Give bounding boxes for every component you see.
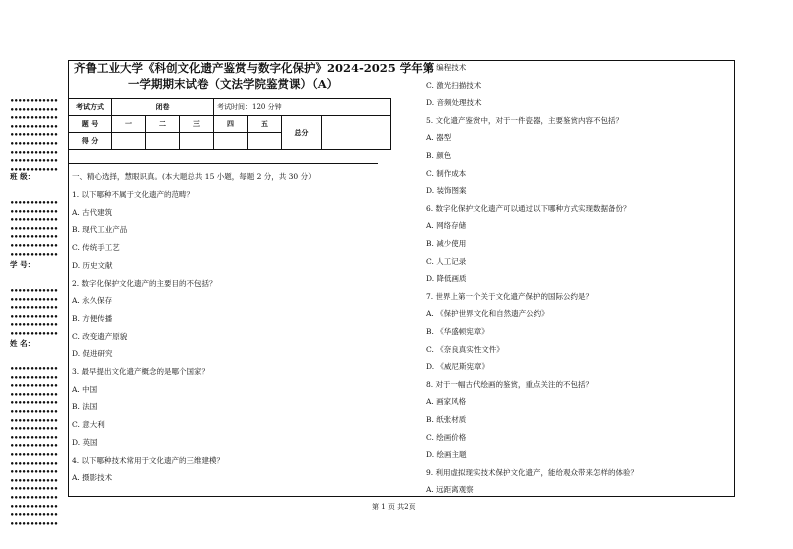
answer-option: A. 中国 [72, 384, 98, 394]
column-5: 五 [248, 116, 282, 133]
score-table [68, 98, 391, 150]
exam-title-line2: 一学期期末试卷（文法学院鉴赏课）（A） [128, 77, 339, 91]
answer-option: D. 音频处理技术 [426, 98, 482, 108]
exam-title-line1: 齐鲁工业大学《科创文化遗产鉴赏与数字化保护》2024-2025 学年第 [74, 61, 435, 75]
class-label: 班 级： [10, 172, 36, 181]
answer-option: B. 方便传播 [72, 313, 113, 323]
question: 9. 利用虚拟现实技术保护文化遗产，能给观众带来怎样的体验？ [426, 467, 639, 477]
answer-option: D. 促进研究 [72, 349, 113, 359]
answer-option: C. 激光扫描技术 [426, 80, 482, 90]
question: 1. 以下哪种不属于文化遗产的范畴？ [72, 190, 195, 199]
answer-option: C. 《奈良真实性文件》 [426, 344, 504, 354]
answer-option: B. 减少使用 [426, 239, 467, 248]
student-id-label: 学 号： [10, 260, 36, 269]
answer-option: B. 编程技术 [426, 63, 467, 72]
answer-option: A. 网络存储 [426, 221, 467, 231]
answer-option: C. 传统手工艺 [72, 243, 120, 253]
divider [68, 163, 378, 164]
answer-option: C. 意大利 [72, 420, 105, 430]
answer-option: D. 历史文献 [72, 260, 113, 270]
column-3: 三 [180, 116, 214, 133]
answer-option: C. 人工记录 [426, 256, 467, 266]
column-1: 一 [112, 116, 146, 133]
answer-option: D. 《威尼斯宪章》 [426, 362, 490, 372]
score-cell [180, 133, 214, 150]
score-label: 得 分 [69, 133, 112, 150]
answer-option: C. 制作成本 [426, 168, 467, 178]
answer-option: B. 颜色 [426, 151, 452, 160]
question: 2. 数字化保护文化遗产的主要目的不包括？ [72, 278, 217, 288]
answer-option: C. 绘画价格 [426, 432, 467, 442]
total-label: 总分 [282, 116, 322, 150]
section-heading: 一、精心选择，慧眼识真。(本大题总共 15 小题，每题 2 分，共 30 分） [72, 172, 316, 181]
binding-dotted-line: •••••••••••• •••••••••••• •••••••••••• •••••••••••• •••••••••••• •••••••••••• •••••••••••• •••••••••••• •••••••••••• [10, 96, 58, 174]
answer-option: D. 英国 [72, 437, 98, 447]
answer-option: A. 古代建筑 [72, 207, 113, 217]
answer-option: A. 画家风格 [426, 397, 467, 407]
total-score-cell [322, 116, 391, 150]
column-4: 四 [214, 116, 248, 133]
question: 3. 最早提出文化遗产概念的是哪个国家？ [72, 367, 210, 376]
name-label: 姓 名： [10, 339, 36, 348]
answer-option: B. 《华盛顿宪章》 [426, 327, 489, 336]
exam-mode-value: 闭卷 [112, 99, 214, 116]
question: 6. 数字化保护文化遗产可以通过以下哪种方式实现数据备份？ [426, 203, 631, 213]
question: 5. 文化遗产鉴赏中，对于一件瓷器，主要鉴赏内容不包括？ [426, 115, 624, 125]
score-cell [112, 133, 146, 150]
page-footer: 第 1 页 共2页 [372, 503, 416, 511]
score-cell [248, 133, 282, 150]
answer-option: A. 器型 [426, 133, 452, 143]
score-cell [214, 133, 248, 150]
binding-dotted-line: •••••••••••• •••••••••••• •••••••••••• •••••••••••• •••••••••••• •••••••••••• [10, 286, 58, 338]
column-2: 二 [146, 116, 180, 133]
question: 7. 世界上第一个关于文化遗产保护的国际公约是？ [426, 291, 594, 301]
answer-option: B. 法国 [72, 402, 98, 412]
answer-option: A. 摄影技术 [72, 473, 113, 483]
answer-option: D. 绘画主题 [426, 450, 467, 460]
answer-option: D. 降低画质 [426, 274, 467, 284]
binding-dotted-line: •••••••••••• •••••••••••• •••••••••••• •••••••••••• •••••••••••• •••••••••••• •••••••••••• [10, 198, 58, 259]
question-number-label: 题 号 [69, 116, 112, 133]
answer-option: A. 永久保存 [72, 296, 113, 306]
binding-dotted-line: •••••••••••• •••••••••••• •••••••••••• •••••••••••• •••••••••••• •••••••••••• •••••••••••• •••••••••••• •••••••••••• •••••••••••• •••••••••••• •••••••••••• •••••••••••• •••••••••••• •••••••••••• •••••••••••• •••••••••••• •••••••••••• •••••••••••• [10, 364, 58, 528]
exam-mode-label: 考试方式 [69, 99, 112, 116]
answer-option: A. 远距离观察 [426, 485, 474, 495]
answer-option: B. 纸张材质 [426, 415, 467, 424]
answer-option: C. 改变遗产原貌 [72, 331, 128, 341]
answer-option: D. 装饰图案 [426, 186, 467, 196]
answer-option: A. 《保护世界文化和自然遗产公约》 [426, 309, 549, 319]
answer-option: B. 现代工业产品 [72, 225, 128, 235]
score-cell [146, 133, 180, 150]
exam-time: 考试时间：120 分钟 [214, 99, 391, 116]
question: 4. 以下哪种技术常用于文化遗产的三维建模？ [72, 455, 225, 465]
question: 8. 对于一幅古代绘画的鉴赏，重点关注的不包括？ [426, 379, 594, 389]
